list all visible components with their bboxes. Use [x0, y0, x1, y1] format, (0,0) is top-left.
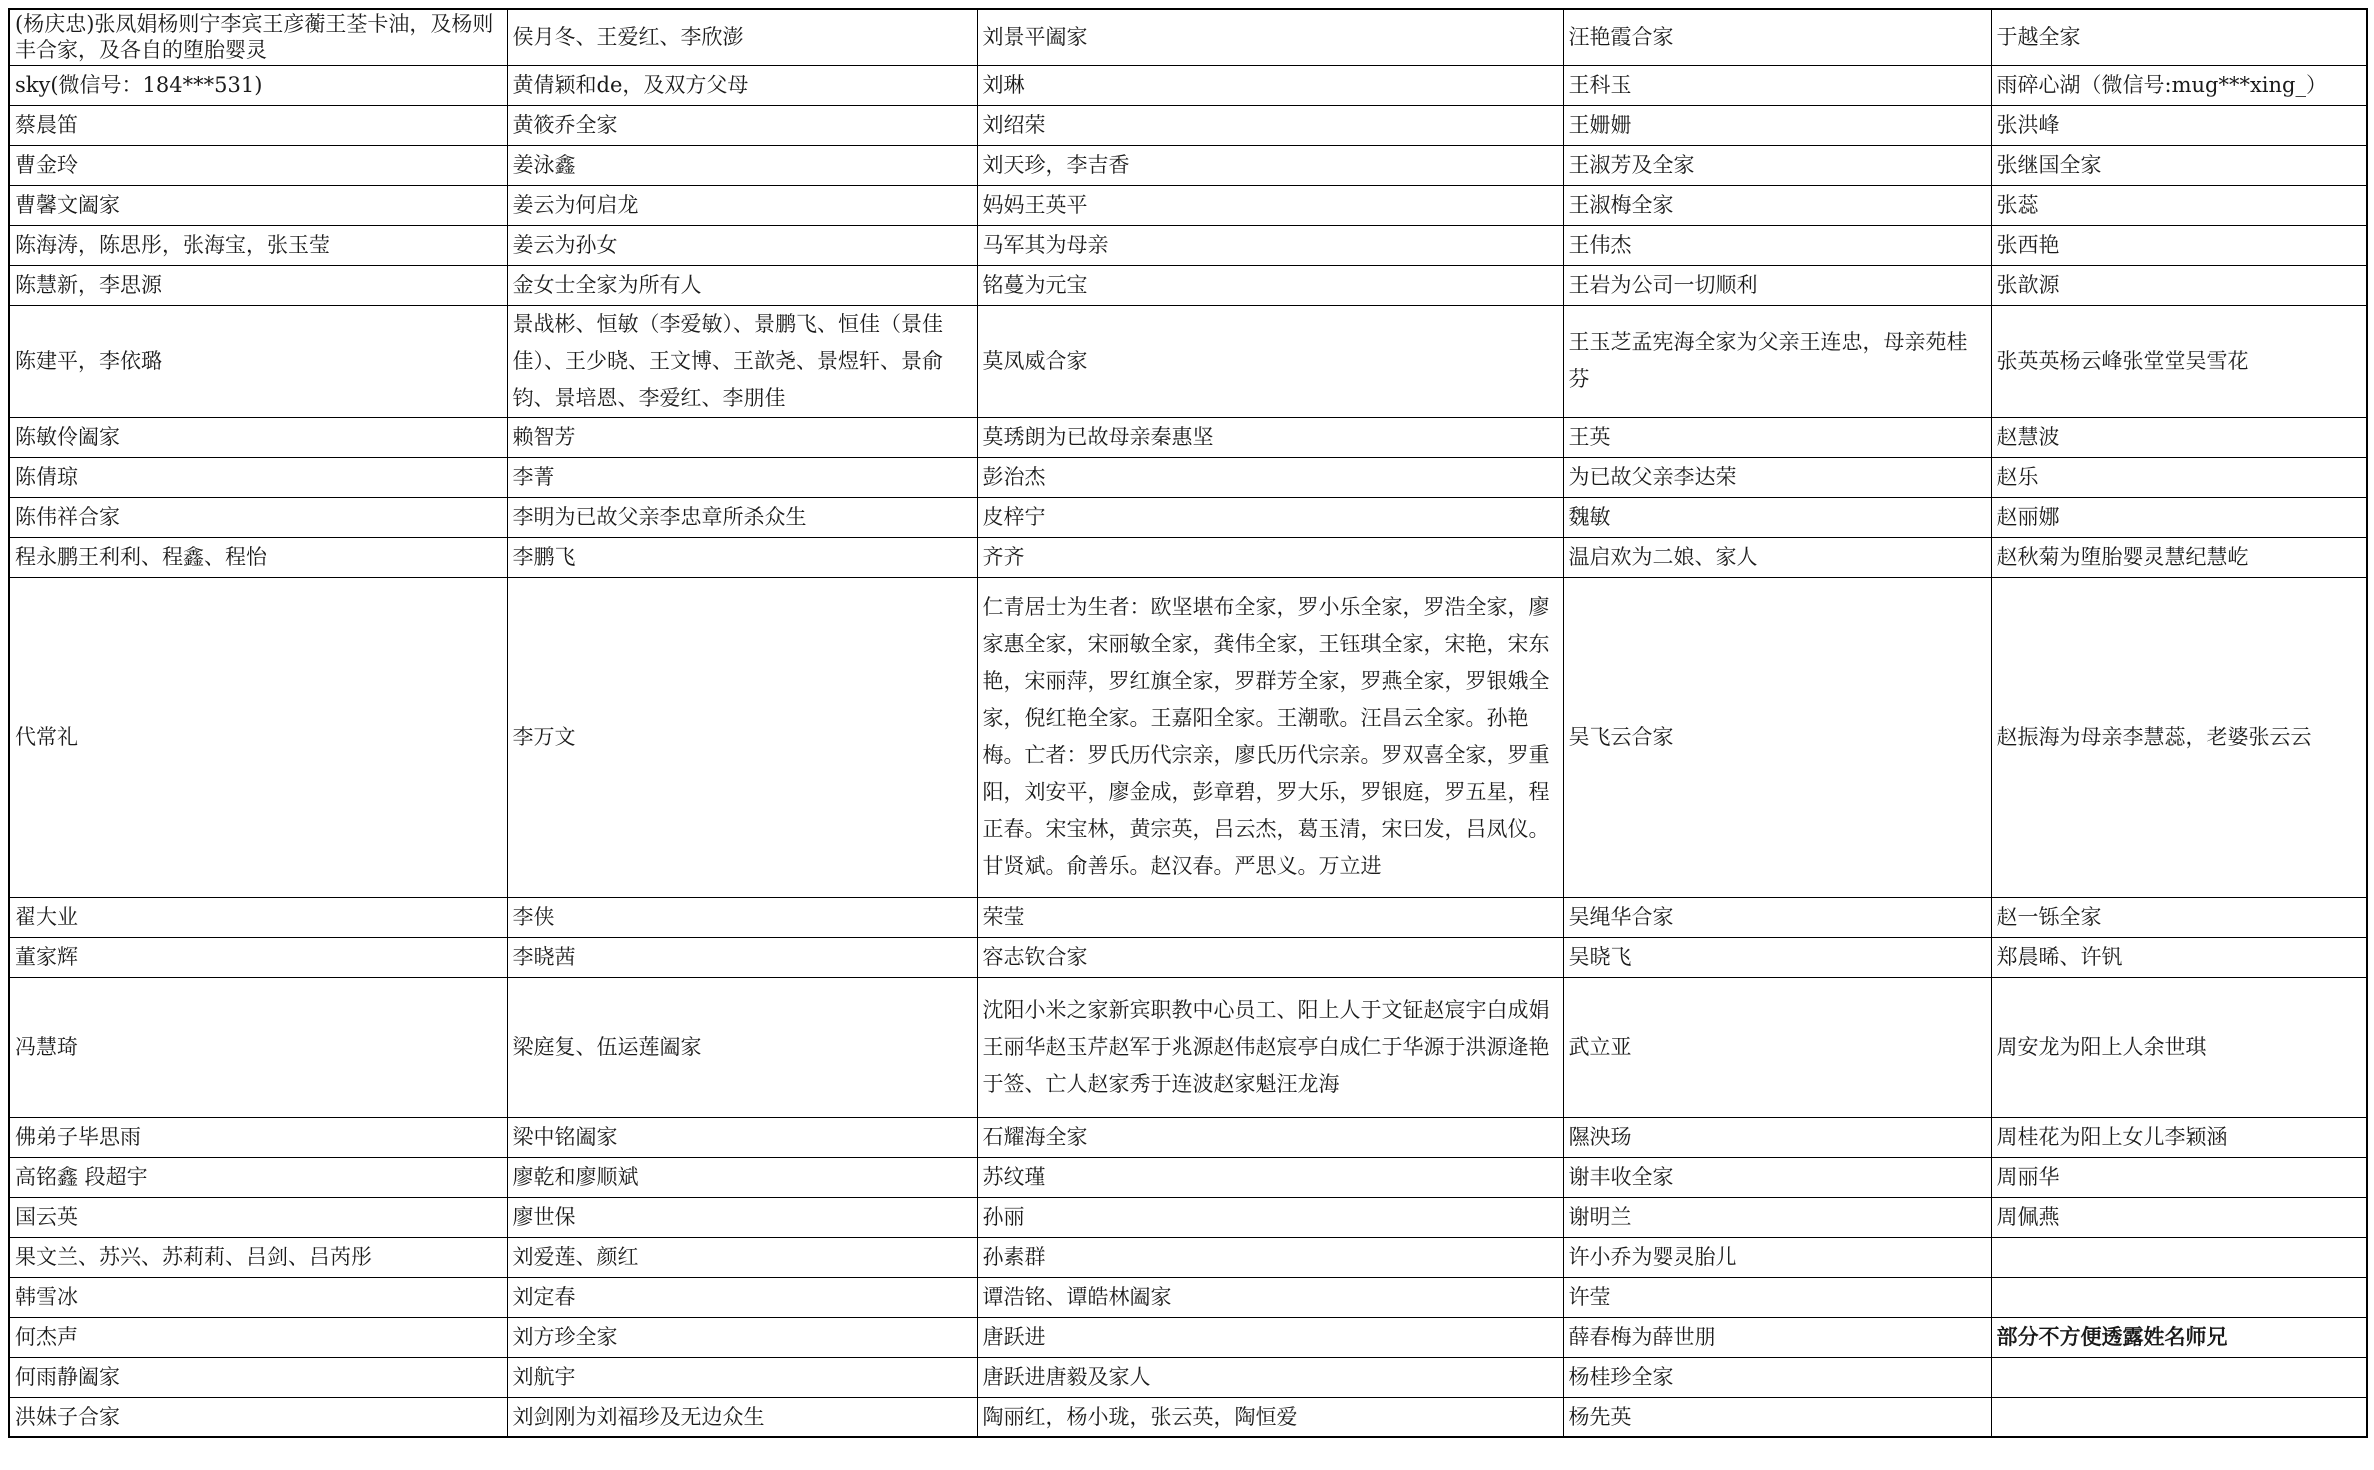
table-cell: 高铭鑫 段超宇	[9, 1157, 507, 1197]
table-cell: 刘方珍全家	[507, 1317, 977, 1357]
table-cell: 魏敏	[1563, 497, 1991, 537]
table-cell: 吴晓飞	[1563, 937, 1991, 977]
table-cell: 唐跃进唐毅及家人	[977, 1357, 1563, 1397]
table-row	[9, 417, 2367, 457]
table-row	[9, 105, 2367, 145]
table-row	[9, 457, 2367, 497]
table-cell: 刘绍荣	[977, 105, 1563, 145]
table-cell: 张蕊	[1991, 185, 2367, 225]
table-cell: 沈阳小米之家新宾职教中心员工、阳上人于文钲赵宸宇白成娟王丽华赵玉芹赵军于兆源赵伟赵宸亭白成仁于华源于洪源逄艳于签、亡人赵家秀于连波赵家魁汪龙海	[977, 977, 1563, 1117]
table-cell: 翟大业	[9, 897, 507, 937]
table-cell: 赖智芳	[507, 417, 977, 457]
table-cell: 莫凤威合家	[977, 305, 1563, 417]
table-row	[9, 1317, 2367, 1357]
table-cell: 李菁	[507, 457, 977, 497]
table-row	[9, 225, 2367, 265]
table-cell: 周丽华	[1991, 1157, 2367, 1197]
table-cell: 梁庭复、伍运莲阖家	[507, 977, 977, 1117]
table-cell: 孙丽	[977, 1197, 1563, 1237]
table-cell: 国云英	[9, 1197, 507, 1237]
table-row	[9, 897, 2367, 937]
table-cell: 刘爱莲、颜红	[507, 1237, 977, 1277]
table-cell: 赵一铄全家	[1991, 897, 2367, 937]
table-cell: 廖世保	[507, 1197, 977, 1237]
table-row	[9, 265, 2367, 305]
table-cell: 赵丽娜	[1991, 497, 2367, 537]
table-cell: 刘景平阖家	[977, 9, 1563, 65]
table-cell: 吴飞云合家	[1563, 577, 1991, 897]
table-row	[9, 577, 2367, 897]
table-row	[9, 1197, 2367, 1237]
table-cell: 周佩燕	[1991, 1197, 2367, 1237]
table-cell: 侯月冬、王爱红、李欣澎	[507, 9, 977, 65]
table-row	[9, 1157, 2367, 1197]
table-cell: 王淑芳及全家	[1563, 145, 1991, 185]
table-cell: 景战彬、恒敏（李爱敏）、景鹏飞、恒佳（景佳佳）、王少晓、王文博、王歆尧、景煜轩、景俞钧、景培恩、李爱红、李朋佳	[507, 305, 977, 417]
table-cell: sky(微信号：184***531)	[9, 65, 507, 105]
table-cell: 李鹏飞	[507, 537, 977, 577]
table-cell: 张英英杨云峰张堂堂吴雪花	[1991, 305, 2367, 417]
table-cell: 铭蔓为元宝	[977, 265, 1563, 305]
table-cell: 赵振海为母亲李慧蕊，老婆张云云	[1991, 577, 2367, 897]
table-cell: 王伟杰	[1563, 225, 1991, 265]
table-cell: 黄筱乔全家	[507, 105, 977, 145]
table-cell: 薛春梅为薛世朋	[1563, 1317, 1991, 1357]
table-cell: 妈妈王英平	[977, 185, 1563, 225]
table-cell: 曹金玲	[9, 145, 507, 185]
table-cell	[1991, 1397, 2367, 1437]
table-row	[9, 537, 2367, 577]
table-cell: 郑晨晞、许钒	[1991, 937, 2367, 977]
table-cell: 蔡晨笛	[9, 105, 507, 145]
table-cell: 汪艳霞合家	[1563, 9, 1991, 65]
table-cell: 廖乾和廖顺斌	[507, 1157, 977, 1197]
table-cell: 冯慧琦	[9, 977, 507, 1117]
table-cell: 赵秋菊为堕胎婴灵慧纪慧屹	[1991, 537, 2367, 577]
table-cell: 李万文	[507, 577, 977, 897]
table-cell: 刘剑刚为刘福珍及无边众生	[507, 1397, 977, 1437]
table-cell: 齐齐	[977, 537, 1563, 577]
table-cell: 隰泱玚	[1563, 1117, 1991, 1157]
table-cell: 陈建平，李依璐	[9, 305, 507, 417]
table-cell: 部分不方便透露姓名师兄	[1991, 1317, 2367, 1357]
table-cell: 苏纹瑾	[977, 1157, 1563, 1197]
table-cell: 韩雪冰	[9, 1277, 507, 1317]
table-cell: 谭浩铭、谭皓林阖家	[977, 1277, 1563, 1317]
table-cell: 周安龙为阳上人余世琪	[1991, 977, 2367, 1117]
table-cell: 为已故父亲李达荣	[1563, 457, 1991, 497]
table-cell: 张继国全家	[1991, 145, 2367, 185]
table-cell: 许莹	[1563, 1277, 1991, 1317]
table-cell: 王姗姗	[1563, 105, 1991, 145]
table-cell: 代常礼	[9, 577, 507, 897]
table-cell: 刘琳	[977, 65, 1563, 105]
table-cell: 陈伟祥合家	[9, 497, 507, 537]
table-cell: 陈倩琼	[9, 457, 507, 497]
table-cell: 黄倩颖和de，及双方父母	[507, 65, 977, 105]
table-cell: 雨碎心湖（微信号:mug***xing_）	[1991, 65, 2367, 105]
table-cell: 周桂花为阳上女儿李颖涵	[1991, 1117, 2367, 1157]
table-cell: 赵慧波	[1991, 417, 2367, 457]
table-cell: 刘天珍，李吉香	[977, 145, 1563, 185]
table-cell: 李晓茜	[507, 937, 977, 977]
table-cell: 王玉芝孟宪海全家为父亲王连忠，母亲苑桂芬	[1563, 305, 1991, 417]
table-cell: 赵乐	[1991, 457, 2367, 497]
name-table	[8, 8, 2368, 1438]
table-cell: 张洪峰	[1991, 105, 2367, 145]
table-cell: 洪妹子合家	[9, 1397, 507, 1437]
table-cell: (杨庆忠)张凤娟杨则宁李宾王彦蘅王荃卡油，及杨则丰合家，及各自的堕胎婴灵	[9, 9, 507, 65]
table-row	[9, 145, 2367, 185]
table-cell: 陈慧新，李思源	[9, 265, 507, 305]
table-cell: 梁中铭阖家	[507, 1117, 977, 1157]
table-cell: 何杰声	[9, 1317, 507, 1357]
table-cell: 杨桂珍全家	[1563, 1357, 1991, 1397]
table-row	[9, 1237, 2367, 1277]
table-cell	[1991, 1357, 2367, 1397]
table-cell: 何雨静阖家	[9, 1357, 507, 1397]
table-row	[9, 1117, 2367, 1157]
table-cell	[1991, 1237, 2367, 1277]
table-cell: 佛弟子毕思雨	[9, 1117, 507, 1157]
table-cell: 谢丰收全家	[1563, 1157, 1991, 1197]
table-cell: 王科玉	[1563, 65, 1991, 105]
table-cell: 程永鹏王利利、程鑫、程怡	[9, 537, 507, 577]
table-cell: 于越全家	[1991, 9, 2367, 65]
table-cell: 刘航宇	[507, 1357, 977, 1397]
table-row	[9, 9, 2367, 65]
table-row	[9, 1397, 2367, 1437]
table-cell: 容志钦合家	[977, 937, 1563, 977]
table-cell: 陈海涛，陈思彤，张海宝，张玉莹	[9, 225, 507, 265]
table-cell: 张西艳	[1991, 225, 2367, 265]
table-cell: 彭治杰	[977, 457, 1563, 497]
table-row	[9, 1357, 2367, 1397]
table-cell: 李明为已故父亲李忠章所杀众生	[507, 497, 977, 537]
table-cell: 果文兰、苏兴、苏莉莉、吕剑、吕芮彤	[9, 1237, 507, 1277]
table-cell: 武立亚	[1563, 977, 1991, 1117]
table-row	[9, 977, 2367, 1117]
table-cell: 孙素群	[977, 1237, 1563, 1277]
table-cell: 董家辉	[9, 937, 507, 977]
table-row	[9, 937, 2367, 977]
table-row	[9, 65, 2367, 105]
table-cell: 杨先英	[1563, 1397, 1991, 1437]
table-cell: 谢明兰	[1563, 1197, 1991, 1237]
table-cell	[1991, 1277, 2367, 1317]
table-cell: 李侠	[507, 897, 977, 937]
table-cell: 王淑梅全家	[1563, 185, 1991, 225]
table-cell: 刘定春	[507, 1277, 977, 1317]
table-cell: 仁青居士为生者：欧坚堪布全家，罗小乐全家，罗浩全家，廖家惠全家，宋丽敏全家，龚伟全家，王钰琪全家，宋艳，宋东艳，宋丽萍，罗红旗全家，罗群芳全家，罗燕全家，罗银娥全家，倪红艳全家。王嘉阳全家。王潮歌。汪昌云全家。孙艳梅。亡者：罗氏历代宗亲，廖氏历代宗亲。罗双喜全家，罗重阳，刘安平，廖金成，彭章碧，罗大乐，罗银庭，罗五星，程正春。宋宝林，黄宗英，吕云杰，葛玉清，宋曰发，吕凤仪。甘贤斌。俞善乐。赵汉春。严思义。万立进	[977, 577, 1563, 897]
table-cell: 马军其为母亲	[977, 225, 1563, 265]
table-cell: 金女士全家为所有人	[507, 265, 977, 305]
table-cell: 陈敏伶阖家	[9, 417, 507, 457]
table-cell: 荣莹	[977, 897, 1563, 937]
table-cell: 王英	[1563, 417, 1991, 457]
table-row	[9, 497, 2367, 537]
table-cell: 姜云为孙女	[507, 225, 977, 265]
table-cell: 张歆源	[1991, 265, 2367, 305]
table-cell: 温启欢为二娘、家人	[1563, 537, 1991, 577]
table-cell: 姜泳鑫	[507, 145, 977, 185]
table-cell: 陶丽红，杨小珑，张云英，陶恒爱	[977, 1397, 1563, 1437]
table-cell: 许小乔为婴灵胎儿	[1563, 1237, 1991, 1277]
table-cell: 莫琇朗为已故母亲秦惠坚	[977, 417, 1563, 457]
table-cell: 唐跃进	[977, 1317, 1563, 1357]
table-row	[9, 1277, 2367, 1317]
table-row	[9, 305, 2367, 417]
table-cell: 石耀海全家	[977, 1117, 1563, 1157]
table-cell: 皮梓宁	[977, 497, 1563, 537]
table-cell: 姜云为何启龙	[507, 185, 977, 225]
table-cell: 吴绳华合家	[1563, 897, 1991, 937]
table-row	[9, 185, 2367, 225]
table-cell: 王岩为公司一切顺利	[1563, 265, 1991, 305]
table-body	[9, 9, 2367, 1437]
table-cell: 曹馨文阖家	[9, 185, 507, 225]
